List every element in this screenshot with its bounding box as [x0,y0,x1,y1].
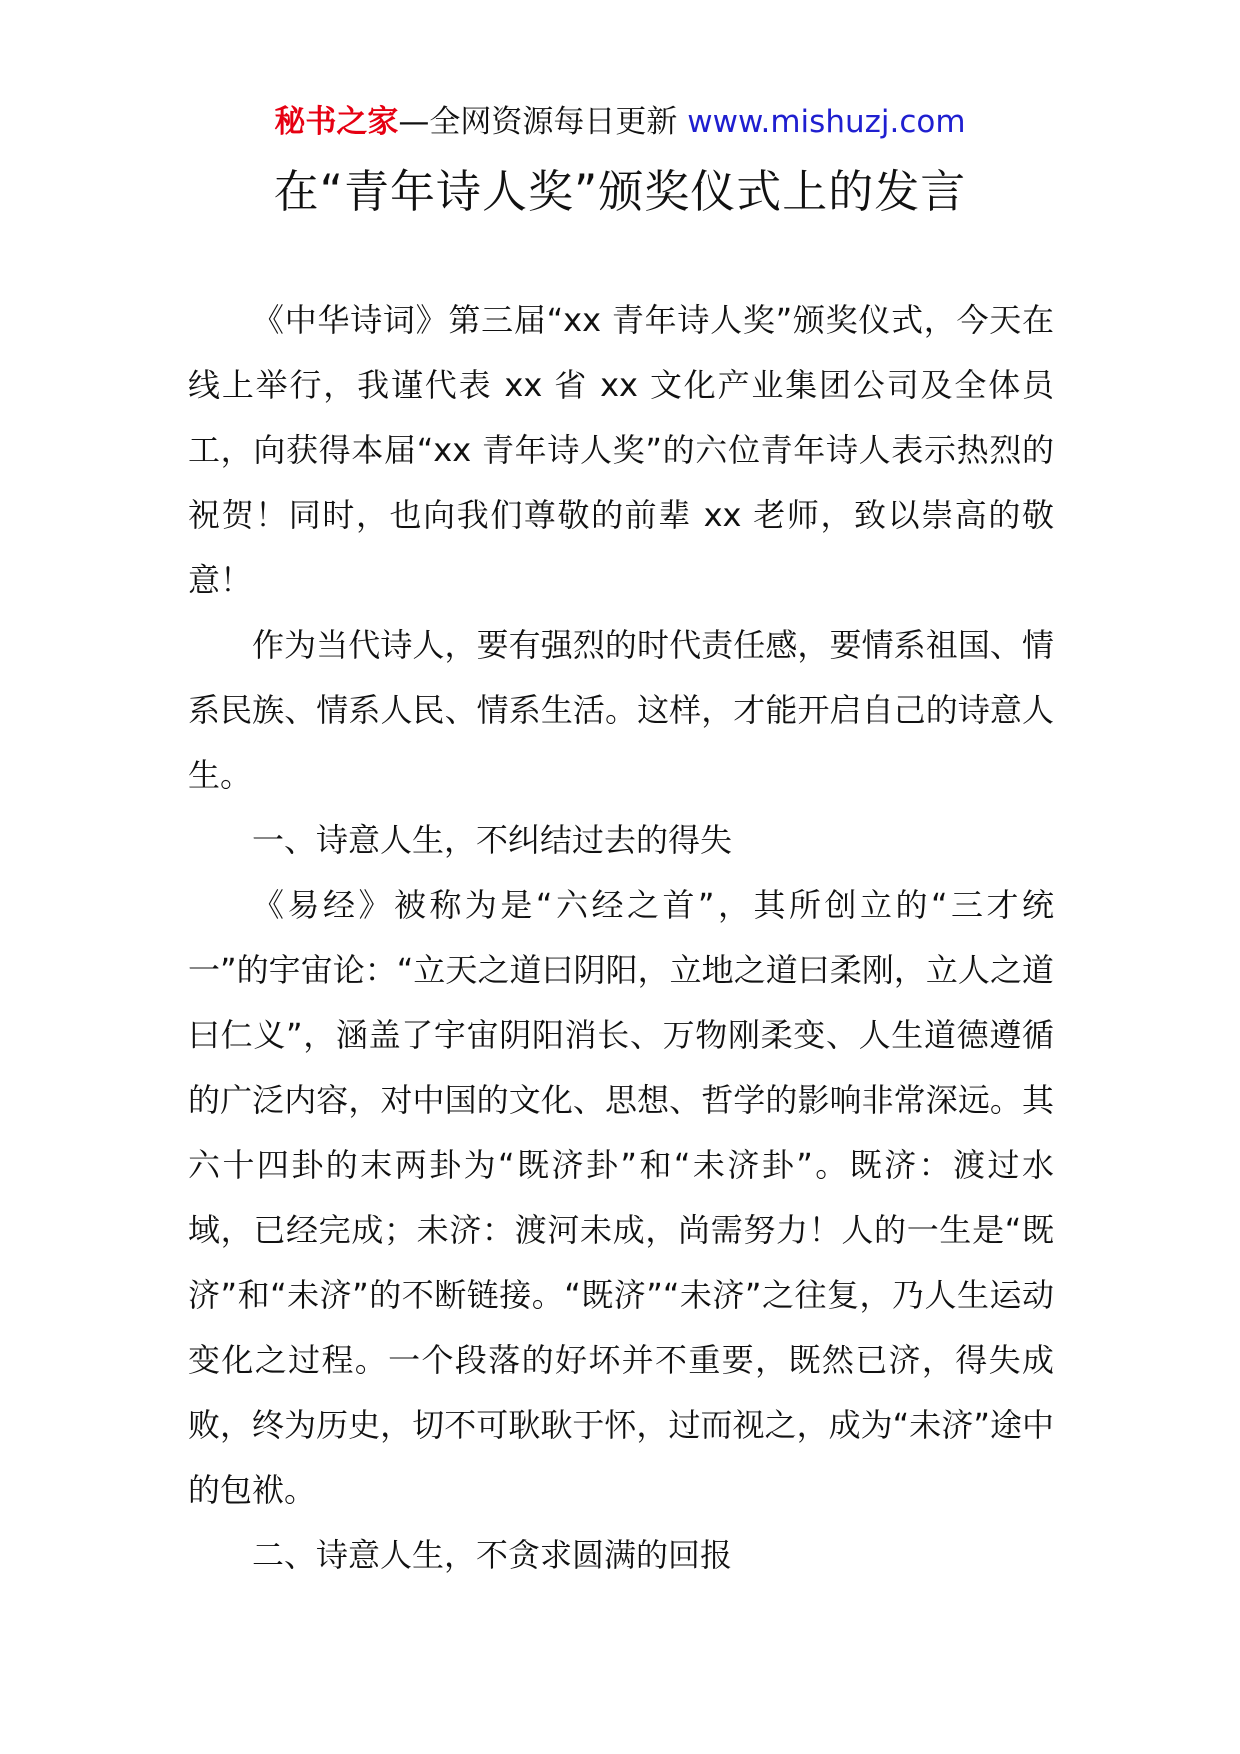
document-body [188,288,1054,1588]
document-title: 在“青年诗人奖”颁奖仪式上的发言 [273,165,967,218]
site-header [0,100,1240,144]
site-tagline: —全网资源每日更新 [398,104,688,140]
site-brand: 秘书之家 [274,104,399,140]
section-heading-1: 一、诗意人生，不纠结过去的得失 [252,821,733,859]
paragraph-responsibility: 作为当代诗人，要有强烈的时代责任感，要情系祖国、情系民族、情系人民、情系生活。这样，才能开启自己的诗意人生。 [188,626,1054,794]
site-url-link[interactable]: www.mishuzj.com [687,104,966,140]
paragraph-intro: 《中华诗词》第三届“xx 青年诗人奖”颁奖仪式，今天在线上举行，我谨代表 xx 省 xx 文化产业集团公司及全体员工，向获得本届“xx 青年诗人奖”的六位青年诗人表示热烈的祝贺！同时，也向我们尊敬的前辈 xx 老师，致以崇高的敬意！ [188,301,1054,599]
section-heading-2: 二、诗意人生，不贪求圆满的回报 [252,1536,733,1574]
paragraph-yijing: 《易经》被称为是“六经之首”，其所创立的“三才统一”的宇宙论：“立天之道曰阴阳，立地之道曰柔刚，立人之道曰仁义”，涵盖了宇宙阴阳消长、万物刚柔变、人生道德遵循的广泛内容，对中国的文化、思想、哲学的影响非常深远。其六十四卦的末两卦为“既济卦”和“未济卦”。既济：渡过水域，已经完成；未济：渡河未成，尚需努力！人的一生是“既济”和“未济”的不断链接。“既济”“未济”之往复，乃人生运动变化之过程。一个段落的好坏并不重要，既然已济，得失成败，终为历史，切不可耿耿于怀，过而视之，成为“未济”途中的包袱。 [188,886,1054,1509]
